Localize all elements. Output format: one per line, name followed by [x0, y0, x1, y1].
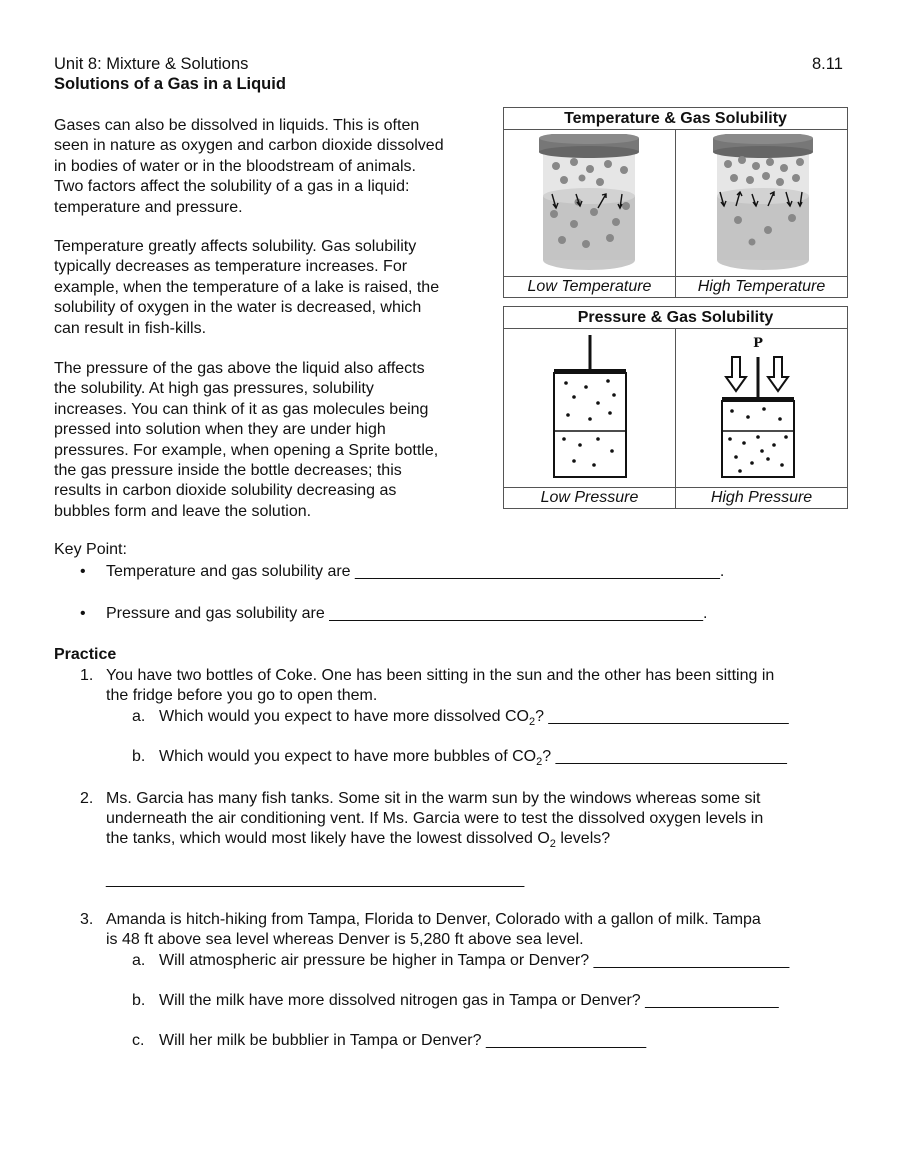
pressure-figure — [503, 306, 848, 509]
text-line: example, when the temperature of a lake is raised, the — [54, 278, 440, 296]
question-3-line: Amanda is hitch-hiking from Tampa, Florida to Denver, Colorado with a gallon of milk. Tampa — [106, 911, 761, 928]
page-title: Solutions of a Gas in a Liquid — [54, 75, 286, 93]
high-pressure-cylinder-icon — [718, 335, 798, 479]
text-line: Two factors affect the solubility of a gas in a liquid: — [54, 178, 410, 196]
text-line: solubility of oxygen in the water is decreased, which — [54, 299, 422, 317]
subscript: 2 — [528, 716, 536, 729]
figure-divider — [675, 129, 676, 297]
question-3b[interactable]: Will the milk have more dissolved nitrogen gas in Tampa or Denver? _______________ — [159, 992, 779, 1009]
question-3a-number: a. — [132, 952, 146, 969]
text-line: can result in fish-kills. — [54, 319, 207, 337]
question-1-line: You have two bottles of Coke. One has been sitting in the sun and the other has been sitting in — [106, 667, 775, 684]
pressure-label: P — [753, 336, 763, 351]
text-line: bubbles form and leave the solution. — [54, 502, 312, 520]
question-text: Which would you expect to have more bubbles of CO — [159, 748, 537, 765]
question-2-line: underneath the air conditioning vent. If Ms. Garcia were to test the dissolved oxygen levels in — [106, 810, 764, 827]
question-3-number: 3. — [80, 911, 94, 928]
bullet-icon: • — [80, 605, 86, 622]
high-temperature-caption: High Temperature — [697, 278, 826, 295]
figure-divider — [675, 328, 676, 508]
question-2-line — [106, 829, 610, 855]
question-1b-number: b. — [132, 748, 146, 765]
text-line: temperature and pressure. — [54, 198, 243, 216]
key-point-text: Pressure and gas solubility are __________________________________________. — [106, 605, 708, 622]
question-1-number: 1. — [80, 667, 94, 684]
subscript: 2 — [536, 756, 543, 769]
intro-paragraph-1 — [54, 116, 494, 218]
question-2-answer-blank[interactable]: _______________________________________________ — [106, 871, 525, 888]
question-1b — [159, 747, 787, 773]
answer-blank[interactable]: ? __________________________ — [542, 748, 787, 765]
intro-paragraph-2 — [54, 237, 494, 339]
question-3a[interactable]: Will atmospheric air pressure be higher in Tampa or Denver? ______________________ — [159, 952, 790, 969]
bullet-icon: • — [80, 563, 86, 580]
low-temperature-caption: Low Temperature — [527, 278, 652, 295]
question-text: Which would you expect to have more dissolved CO — [159, 708, 529, 725]
low-pressure-caption: Low Pressure — [540, 489, 639, 506]
question-3c-number: c. — [132, 1032, 145, 1049]
text-line: pressures. For example, when opening a Sprite bottle, — [54, 441, 439, 459]
high-pressure-caption: High Pressure — [710, 489, 813, 506]
intro-paragraph-3 — [54, 359, 494, 522]
text-line: pressed into solution when they are under high — [54, 421, 386, 439]
question-2-number: 2. — [80, 790, 94, 807]
text-line: the gas pressure inside the bottle decreases; this — [54, 462, 402, 480]
answer-blank[interactable]: ? ___________________________ — [535, 708, 789, 725]
high-temperature-jar-icon — [708, 134, 818, 272]
text-line: increases. You can think of it as gas molecules being — [54, 400, 429, 418]
page-number: 8.11 — [812, 55, 843, 73]
low-pressure-cylinder-icon — [550, 335, 630, 479]
temperature-figure-title: Temperature & Gas Solubility — [504, 108, 847, 130]
unit-heading: Unit 8: Mixture & Solutions — [54, 55, 249, 73]
text-line: typically decreases as temperature increases. For — [54, 258, 408, 276]
low-temperature-jar-icon — [534, 134, 644, 272]
question-3-line: is 48 ft above sea level whereas Denver is 5,280 ft above sea level. — [106, 931, 584, 948]
text-line: the solubility. At high gas pressures, solubility — [54, 380, 374, 398]
question-1a — [159, 707, 789, 733]
question-3b-number: b. — [132, 992, 146, 1009]
text-line: seen in nature as oxygen and carbon dioxide dissolved — [54, 137, 444, 155]
question-text: the tanks, which would most likely have the lowest dissolved O — [106, 830, 550, 847]
text-line: Gases can also be dissolved in liquids. This is often — [54, 117, 420, 134]
text-line: in bodies of water or in the bloodstream of animals. — [54, 157, 416, 175]
question-2-line: Ms. Garcia has many fish tanks. Some sit in the warm sun by the windows whereas some sit — [106, 790, 761, 807]
practice-heading: Practice — [54, 646, 117, 663]
subscript: 2 — [549, 838, 556, 851]
text-line: The pressure of the gas above the liquid also affects — [54, 360, 425, 377]
question-1a-number: a. — [132, 708, 146, 725]
question-1-line: the fridge before you go to open them. — [106, 687, 378, 704]
question-3c[interactable]: Will her milk be bubblier in Tampa or Denver? __________________ — [159, 1032, 647, 1049]
key-point-label: Key Point: — [54, 541, 127, 558]
key-point-text: Temperature and gas solubility are _________________________________________. — [106, 563, 725, 580]
text-line: Temperature greatly affects solubility. Gas solubility — [54, 238, 417, 255]
temperature-figure — [503, 107, 848, 298]
text-line: results in carbon dioxide solubility decreasing as — [54, 482, 397, 500]
question-text: levels? — [555, 830, 611, 847]
pressure-figure-title: Pressure & Gas Solubility — [504, 307, 847, 329]
